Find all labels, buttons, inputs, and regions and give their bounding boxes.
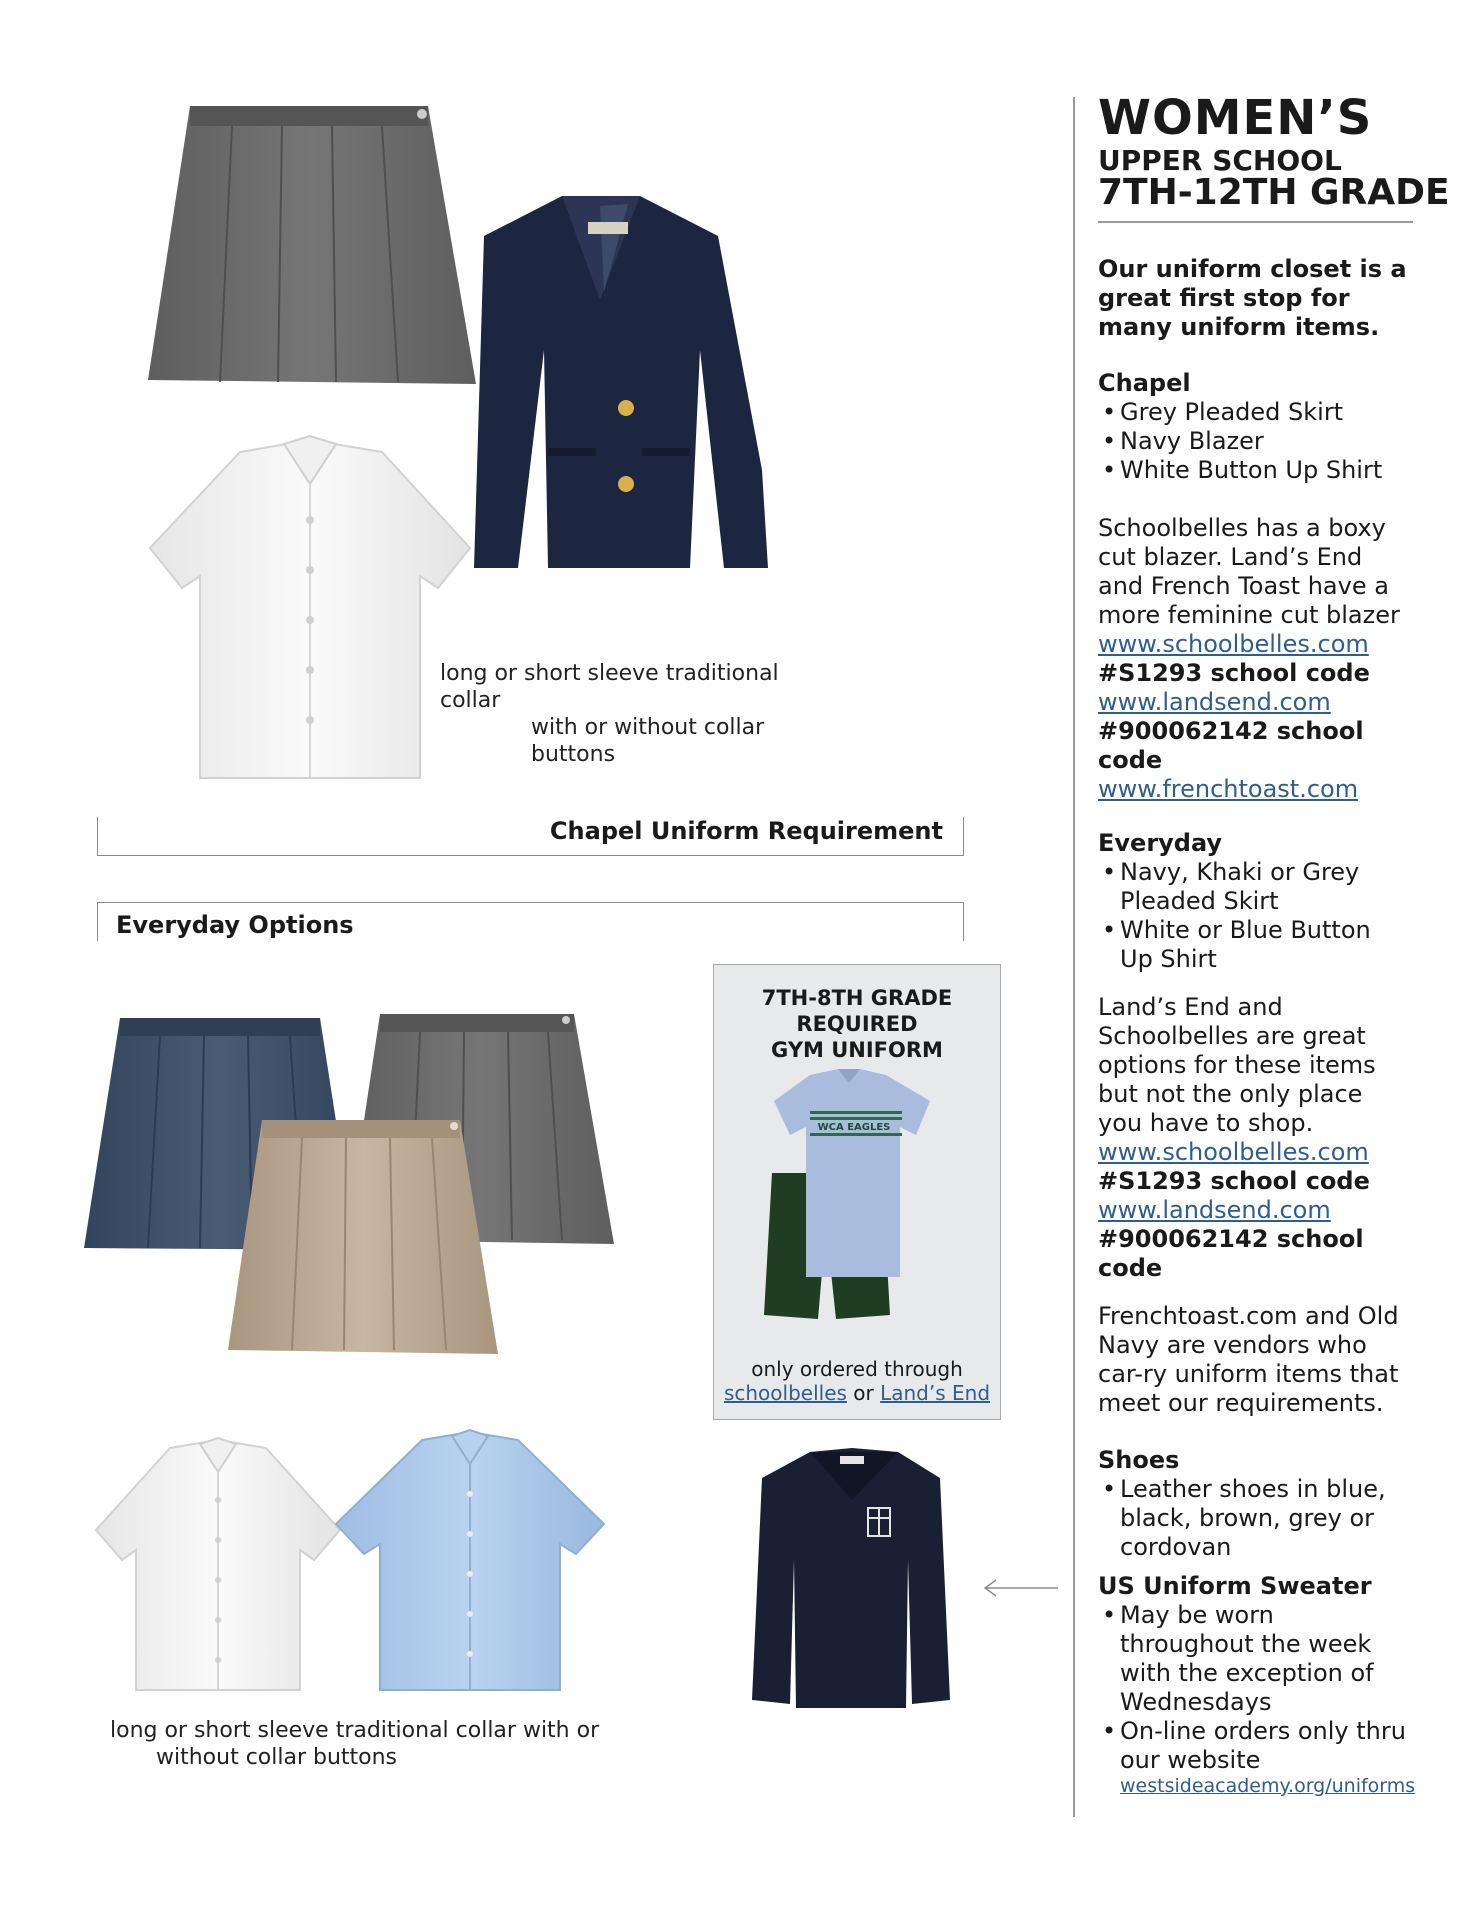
list-item: • White Button Up Shirt xyxy=(1098,456,1428,485)
gym-landsend-link[interactable]: Land’s End xyxy=(880,1381,991,1405)
title-divider xyxy=(1098,221,1413,223)
sweater-website-link[interactable]: westsideacademy.org/uniforms xyxy=(1120,1775,1416,1797)
page-grade-range: 7TH-12TH GRADE xyxy=(1098,172,1450,213)
everyday-vendor-note: Frenchtoast.com and Old Navy are vendors who car-ry uniform items that meet our requirements. xyxy=(1098,1302,1399,1417)
everyday-shirt-caption-line2: without collar buttons xyxy=(156,1745,398,1770)
chapel-schoolbelles-link[interactable]: www.schoolbelles.com xyxy=(1098,630,1369,658)
everyday-options-box xyxy=(97,902,964,941)
sweater-item-list xyxy=(1098,1601,1408,1775)
gym-schoolbelles-link[interactable]: schoolbelles xyxy=(723,1381,847,1405)
chapel-frenchtoast-link[interactable]: www.frenchtoast.com xyxy=(1098,775,1359,803)
chapel-shirt-caption xyxy=(440,660,840,768)
navy-sweater-image xyxy=(752,1448,950,1708)
everyday-shirt-caption-line1: long or short sleeve traditional collar with or xyxy=(110,1718,600,1743)
gym-caption xyxy=(714,1357,1000,1405)
everyday-section-title: Everyday xyxy=(1098,829,1223,857)
everyday-landsend-code: #900062142 school code xyxy=(1098,1225,1364,1282)
grey-pleated-skirt-image xyxy=(148,106,476,384)
list-item: • Navy Blazer xyxy=(1098,427,1428,456)
intro-text: Our uniform closet is a great first stop for many uniform items. xyxy=(1098,255,1407,341)
everyday-options-heading: Everyday Options xyxy=(116,911,354,939)
gym-caption-line1: only ordered through xyxy=(751,1357,963,1381)
white-shirt-image xyxy=(150,436,470,778)
page-title: WOMEN’S xyxy=(1098,90,1373,146)
chapel-note: Schoolbelles has a boxy cut blazer. Land’s End and French Toast have a more feminine cut blazer xyxy=(1098,514,1400,629)
page-subtitle: UPPER SCHOOL xyxy=(1098,144,1342,177)
everyday-note: Land’s End and Schoolbelles are great options for these items but not the only place you have to shop. xyxy=(1098,993,1376,1137)
gym-title xyxy=(714,985,1000,1063)
khaki-pleated-skirt-image xyxy=(228,1120,498,1354)
list-item: • Grey Pleaded Skirt xyxy=(1098,398,1428,427)
chapel-schoolbelles-code: #S1293 school code xyxy=(1098,659,1370,687)
gym-uniform-box xyxy=(713,964,1001,1420)
shoes-item-list xyxy=(1098,1475,1398,1562)
column-divider xyxy=(1073,97,1075,1817)
gym-uniform-image xyxy=(714,1065,1000,1345)
chapel-section-title: Chapel xyxy=(1098,369,1191,397)
navy-blazer-image xyxy=(474,196,768,568)
list-item: • May be worn throughout the week with the exception of Wednesdays xyxy=(1098,1601,1408,1717)
list-item: • White or Blue Button Up Shirt xyxy=(1098,916,1398,974)
chapel-requirement-heading: Chapel Uniform Requirement xyxy=(549,817,943,845)
shoes-section xyxy=(1098,1446,1428,1562)
everyday-schoolbelles-link[interactable]: www.schoolbelles.com xyxy=(1098,1138,1369,1166)
list-item: • Leather shoes in blue, black, brown, grey or cordovan xyxy=(1098,1475,1398,1562)
sweater-pointer-arrow xyxy=(985,1580,1058,1596)
list-item: • Navy, Khaki or Grey Pleaded Skirt xyxy=(1098,858,1398,916)
sweater-section-title: US Uniform Sweater xyxy=(1098,1572,1372,1600)
chapel-landsend-link[interactable]: www.landsend.com xyxy=(1098,688,1331,716)
sweater-section xyxy=(1098,1572,1428,1797)
chapel-shirt-caption-line2: with or without collar buttons xyxy=(531,715,765,767)
list-item: • On-line orders only thru our website xyxy=(1098,1717,1408,1775)
gym-title-line1: 7TH-8TH GRADE xyxy=(761,986,953,1010)
gym-caption-or: or xyxy=(853,1381,874,1405)
everyday-shirt-caption xyxy=(110,1717,630,1771)
chapel-landsend-code: #900062142 school code xyxy=(1098,717,1364,774)
gym-tshirt-print: WCA EAGLES xyxy=(817,1122,891,1133)
chapel-section xyxy=(1098,369,1428,804)
gym-title-line2: REQUIRED xyxy=(796,1012,918,1036)
blue-shirt-everyday-image xyxy=(336,1430,604,1690)
shoes-section-title: Shoes xyxy=(1098,1446,1180,1474)
chapel-item-list xyxy=(1098,398,1428,485)
everyday-landsend-link[interactable]: www.landsend.com xyxy=(1098,1196,1331,1224)
everyday-section xyxy=(1098,829,1428,1418)
everyday-item-list xyxy=(1098,858,1398,974)
chapel-shirt-caption-line1: long or short sleeve traditional collar xyxy=(440,661,779,713)
chapel-requirement-box xyxy=(97,817,964,856)
everyday-schoolbelles-code: #S1293 school code xyxy=(1098,1167,1370,1195)
white-shirt-everyday-image xyxy=(96,1438,340,1690)
gym-title-line3: GYM UNIFORM xyxy=(771,1038,943,1062)
